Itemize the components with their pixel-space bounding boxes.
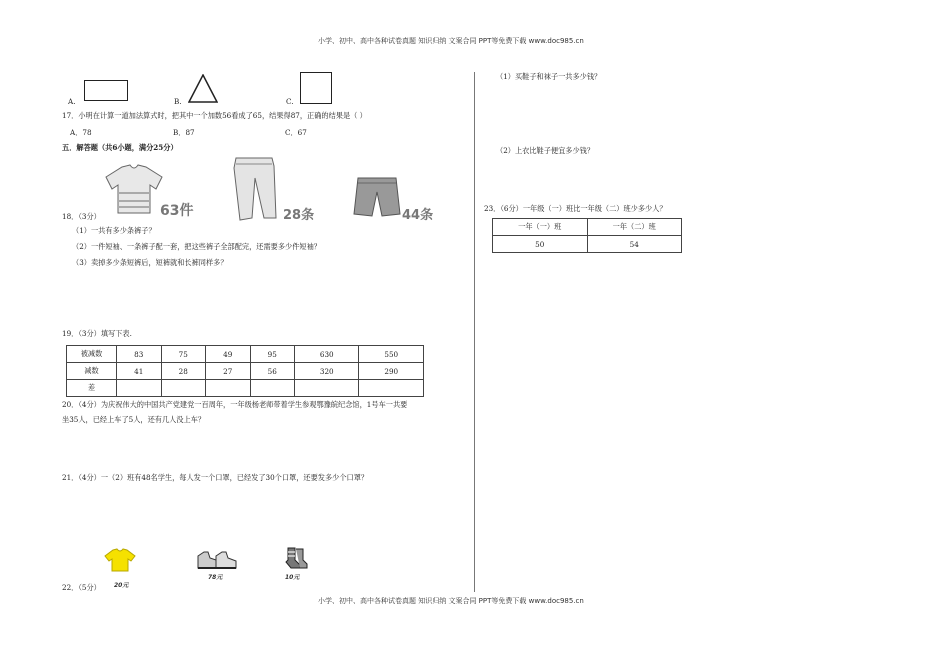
table-header: 一年（二）班 xyxy=(587,219,682,236)
table-cell: 83 xyxy=(117,346,162,363)
q22-label: 22．（5分） xyxy=(62,583,101,592)
shoes-icon xyxy=(196,548,238,570)
column-divider xyxy=(474,72,475,592)
shorts-icon xyxy=(352,174,402,220)
q22-sub-1: （1）买鞋子和袜子一共多少钱？ xyxy=(496,72,602,81)
table-cell: 54 xyxy=(587,236,682,253)
q18-sub-2: （2）一件短袖、一条裤子配一套，把这些裤子全部配完，还需要多少件短袖？ xyxy=(72,242,321,251)
q23-label: 23．（6分）一年级（一）班比一年级（二）班少多少人？ xyxy=(484,204,667,213)
table-row xyxy=(67,363,424,380)
q18-sub-1: （1）一共有多少条裤子？ xyxy=(72,226,156,235)
table-cell: 27 xyxy=(206,363,251,380)
q22-sub-2: （2）上衣比鞋子便宜多少钱？ xyxy=(496,146,595,155)
table-row xyxy=(493,219,682,236)
section-heading: 五．解答题（共6小题，满分25分） xyxy=(62,143,178,152)
pants-count: 28条 xyxy=(283,208,315,223)
option-c-label: C. xyxy=(286,97,294,106)
answer-cell[interactable] xyxy=(250,380,295,397)
table-cell: 95 xyxy=(250,346,295,363)
q20-line-1: 20．（4分）为庆祝伟大的中国共产党建党一百周年，一年级杨老师带着学生参观鄂豫皖纪念馆，1号车一共要 xyxy=(62,400,408,409)
socks-icon xyxy=(284,547,308,569)
option-b-label: B. xyxy=(174,97,182,106)
q17-option-a: A．78 xyxy=(70,128,92,137)
q18-label: 18．（3分） xyxy=(62,212,101,221)
table-cell: 41 xyxy=(117,363,162,380)
table-row xyxy=(67,346,424,363)
table-cell: 75 xyxy=(161,346,206,363)
option-a-label: A. xyxy=(68,97,76,106)
answer-cell[interactable] xyxy=(161,380,206,397)
table-cell: 290 xyxy=(359,363,424,380)
page-footer: 小学、初中、高中各种试卷真题 知识归纳 文案合同 PPT等免费下载 www.doc985.cn xyxy=(318,597,584,605)
answer-cell[interactable] xyxy=(117,380,162,397)
table-header: 一年（一）班 xyxy=(493,219,588,236)
table-cell: 630 xyxy=(295,346,359,363)
answer-cell[interactable] xyxy=(359,380,424,397)
rectangle-shape xyxy=(84,80,128,101)
q21-text: 21．（4分）一（2）班有48名学生，每人发一个口罩，已经发了30个口罩，还要发多少个口罩？ xyxy=(62,473,369,482)
pants-icon xyxy=(228,156,280,222)
table-cell: 550 xyxy=(359,346,424,363)
table-cell: 49 xyxy=(206,346,251,363)
row-header: 差 xyxy=(67,380,117,397)
shirt-count: 63件 xyxy=(160,203,194,219)
square-shape xyxy=(300,72,332,104)
shirt-icon xyxy=(104,163,164,218)
q17-option-c: C．67 xyxy=(285,128,307,137)
table-row xyxy=(493,236,682,253)
triangle-shape xyxy=(188,74,218,103)
table-cell: 56 xyxy=(250,363,295,380)
q18-sub-3: （3）卖掉多少条短裤后，短裤就和长裤同样多？ xyxy=(72,258,228,267)
q19-label: 19．（3分）填写下表. xyxy=(62,329,132,338)
q17-option-b: B．87 xyxy=(173,128,195,137)
q17-text: 17．小明在计算一道加法算式时，把其中一个加数56看成了65，结果得87，正确的结果是（ ） xyxy=(62,111,367,120)
shorts-count: 44条 xyxy=(402,208,434,223)
answer-cell[interactable] xyxy=(206,380,251,397)
q19-table xyxy=(66,345,424,397)
shoes-price: 78元 xyxy=(208,574,223,581)
page-header: 小学、初中、高中各种试卷真题 知识归纳 文案合同 PPT等免费下载 www.doc985.cn xyxy=(318,37,584,45)
yellow-shirt-icon xyxy=(104,548,136,572)
table-row xyxy=(67,380,424,397)
q20-line-2: 坐35人，已经上车了5人，还有几人没上车？ xyxy=(62,415,206,424)
socks-price: 10元 xyxy=(285,574,300,581)
q23-table xyxy=(492,218,682,253)
row-header: 减数 xyxy=(67,363,117,380)
table-cell: 28 xyxy=(161,363,206,380)
shirt-price: 20元 xyxy=(114,582,129,589)
table-cell: 50 xyxy=(493,236,588,253)
answer-cell[interactable] xyxy=(295,380,359,397)
row-header: 被减数 xyxy=(67,346,117,363)
table-cell: 320 xyxy=(295,363,359,380)
